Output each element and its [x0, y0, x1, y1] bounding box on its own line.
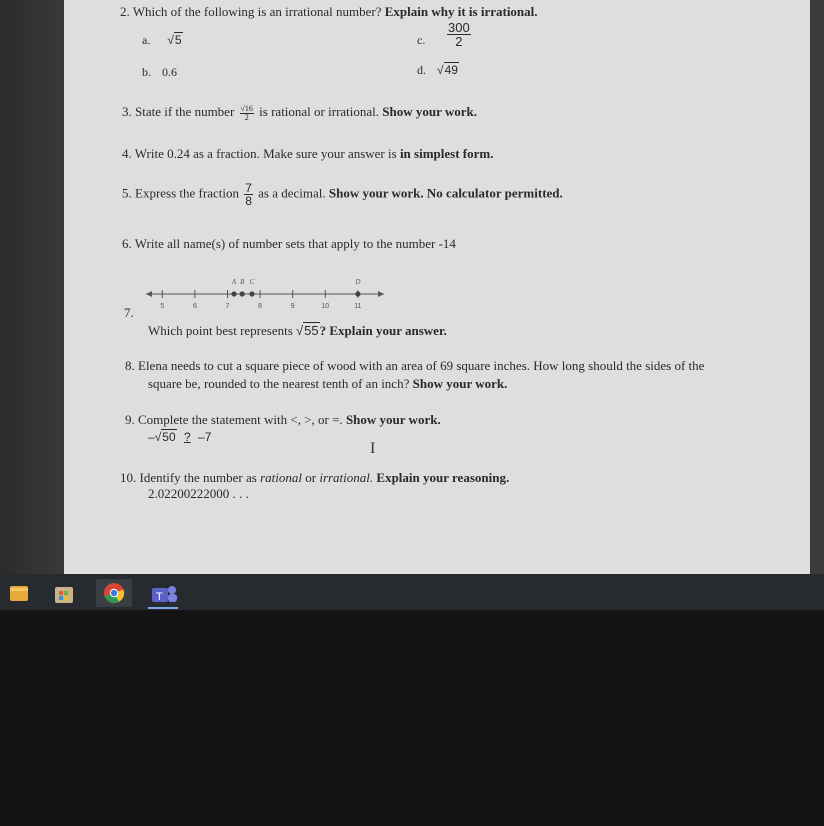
question-text: Which of the following is an irrational number?	[132, 4, 382, 19]
question-number: 8.	[125, 358, 135, 373]
question-text: Write all name(s) of number sets that apply to the number -14	[134, 236, 456, 251]
question-number: 3.	[122, 104, 132, 119]
number-line-tick-label: 7	[225, 303, 230, 310]
number-line-right-arrow	[378, 291, 384, 297]
question-7	[148, 323, 447, 339]
option-value: 0.6	[162, 65, 177, 79]
option-a	[142, 33, 183, 48]
question-number: 2.	[120, 4, 130, 19]
number-line-tick-label: 8	[258, 303, 263, 310]
question-5	[122, 182, 563, 207]
question-text: Write 0.24 as a fraction. Make sure your answer is	[134, 146, 397, 161]
question-10: 10. Identify the number as rational or irrational. Explain your reasoning.	[120, 470, 510, 485]
screen-bezel-left	[0, 0, 64, 574]
number-line-point-label: B	[240, 278, 245, 286]
question-10-number-value: 2.02200222000 . . .	[148, 486, 249, 501]
option-label: b.	[142, 65, 151, 79]
question-instruction: Show your work.	[412, 376, 508, 391]
question-9-expression: –√50 ? –7	[148, 430, 212, 444]
number-line-tick-label: 10	[321, 303, 330, 310]
question-7-number: 7.	[124, 305, 134, 320]
chrome-icon[interactable]	[96, 579, 132, 607]
question-8	[125, 358, 704, 374]
active-app-indicator	[148, 607, 178, 609]
number-line-tick-label: 5	[160, 303, 165, 310]
option-b	[142, 65, 177, 80]
store-icon[interactable]	[52, 582, 76, 606]
question-number: 10.	[120, 470, 137, 485]
teams-icon[interactable]	[144, 582, 184, 606]
question-4	[122, 146, 493, 162]
sqrt-55: √55	[296, 323, 319, 338]
question-text: Which point best represents	[148, 323, 293, 338]
sqrt-50: √50	[154, 430, 176, 444]
sqrt-5: √5	[167, 33, 182, 47]
question-8-line-2	[148, 376, 507, 392]
option-label: d.	[417, 63, 426, 77]
option-c-label: c.	[417, 33, 426, 47]
question-text: square be, rounded to the nearest tenth of an inch?	[148, 376, 410, 391]
number-line-tick-label: 9	[290, 303, 295, 310]
option-label: a.	[142, 33, 151, 47]
sqrt-49: √49	[437, 63, 458, 77]
number-line-tick-label: 11	[354, 303, 362, 310]
fraction-7-8: $\frac{7}{8}$	[245, 181, 252, 208]
question-instruction: Explain why it is irrational.	[384, 4, 538, 19]
question-number: 5.	[122, 185, 132, 201]
fraction-sqrt16-over-2: $\frac{√16}{2}$	[240, 103, 253, 122]
number-line-point	[355, 291, 360, 296]
text-cursor-icon: I	[370, 440, 376, 457]
number-line-tick-label: 6	[192, 303, 197, 310]
question-text: Elena needs to cut a square piece of wood with an area of 69 square inches. How long should the sides of the	[138, 358, 705, 373]
question-text-2: is rational or irrational.	[259, 104, 380, 119]
option-c-fraction: $\frac{300}{2}$	[448, 20, 470, 49]
option-d	[417, 63, 459, 78]
number-line-point	[231, 291, 236, 296]
svg-text:T: T	[156, 591, 163, 603]
number-line-left-arrow	[146, 291, 152, 297]
question-2	[120, 4, 538, 20]
worksheet-page	[64, 0, 810, 574]
question-instruction: Show your work.	[382, 104, 478, 119]
term-rational: rational	[260, 470, 302, 485]
number-line-point-label: A	[231, 278, 237, 286]
screen-bezel-right	[810, 0, 824, 574]
question-text-2: as a decimal.	[258, 185, 326, 201]
question-number: 4.	[122, 146, 132, 161]
question-instruction: Explain your reasoning.	[376, 470, 510, 485]
screen-bottom-dark	[0, 610, 824, 826]
question-9	[125, 412, 441, 428]
comparison-blank: ?	[183, 430, 191, 444]
question-number: 9.	[125, 412, 135, 427]
question-instruction: Show your work. No calculator permitted.	[328, 185, 563, 201]
files-icon[interactable]	[8, 582, 30, 606]
number-line-point-label: C	[249, 278, 255, 286]
term-irrational: irrational.	[319, 470, 374, 485]
number-line-point	[249, 291, 254, 296]
question-text: Complete the statement with <, >, or =.	[138, 412, 343, 427]
question-3	[122, 104, 477, 122]
question-text: Express the fraction	[135, 185, 239, 201]
number-line	[142, 272, 388, 318]
question-text: Identify the number as	[139, 470, 257, 485]
question-instruction: in simplest form.	[399, 146, 494, 161]
question-text: State if the number	[135, 104, 235, 119]
question-instruction: ? Explain your answer.	[319, 323, 447, 338]
question-instruction: Show your work.	[345, 412, 441, 427]
number-line-point	[240, 291, 245, 296]
number-line-point-label: D	[355, 278, 361, 286]
question-6	[122, 236, 456, 252]
question-number: 6.	[122, 236, 132, 251]
